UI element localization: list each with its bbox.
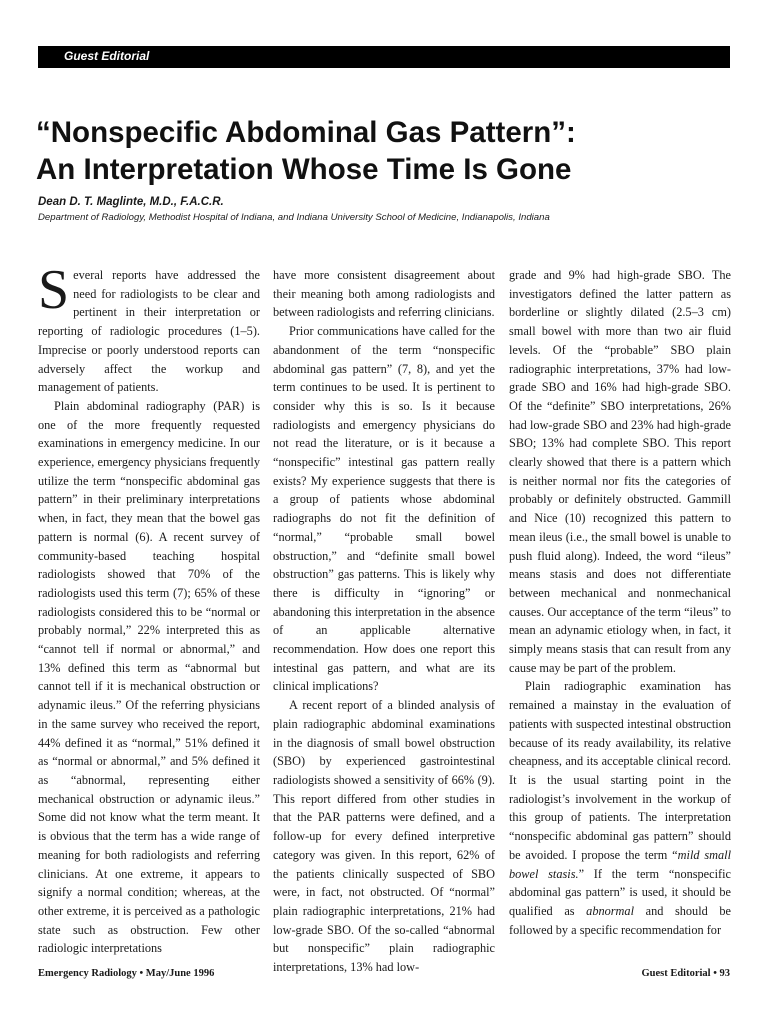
footer-page-number: Guest Editorial • 93 [641, 968, 730, 979]
section-label: Guest Editorial [64, 49, 150, 63]
article-author: Dean D. T. Maglinte, M.D., F.A.C.R. [38, 196, 224, 208]
paragraph: grade and 9% had high-grade SBO. The investigators defined the latter pattern as borderline or slightly dilated (2.5–3 cm) small bowel with more than two air fluid levels. Of the “probable” SBO plain radiographic interpretations, 37% had low-grade SBO and 16% had high-grade SBO. Of the “definite” SBO interpretations, 26% had low-grade SBO and 23% had high-grade SBO; 13% had complete SBO. This report clearly showed that there is a pattern which is neither normal nor fits the categories of probably or definitely obstructed. Gammill and Nice (10) recognized this pattern to mean ileus (i.e., the small bowel is unable to push fluid along). Indeed, the word “ileus” means stasis and does not differentiate between mechanical and nonmechanical causes. Our acceptance of the term “ileus” to mean an adynamic etiology when, in fact, it simply means stasis that can result from any cause may be part of the problem. [509, 268, 731, 675]
drop-cap: S [38, 259, 70, 321]
paragraph [509, 677, 731, 939]
text-column-2 [273, 266, 495, 977]
article-title-line2: An Interpretation Whose Time Is Gone [36, 153, 572, 186]
section-header-bar [38, 46, 730, 68]
text-column-3 [509, 266, 731, 939]
paragraph: A recent report of a blinded analysis of plain radiographic abdominal examinations in the diagnosis of small bowel obstruction (SBO) by experienced gastrointestinal radiologists showed a sensitivity of 66% (9). This report differed from other studies in that the PAR patterns were defined, and a follow-up for every defined interpretive category was given. In this report, 62% of the patients clinically suspected of SBO were, in fact, not obstructed. Of “normal” plain radiographic interpretations, 21% had low-grade SBO. Of the so-called “abnormal but nonspecific” plain radiographic interpretations, 13% had low- [273, 698, 495, 975]
footer-journal: Emergency Radiology • May/June 1996 [38, 968, 215, 979]
emphasis-text: abnormal [586, 903, 634, 918]
paragraph: Prior communications have called for the abandonment of the term “nonspecific abdominal gas pattern” (7, 8), and yet the term continues to be used. It is pertinent to consider why this is so. Is it because radiologists and emergency physicians do not read the literature, or is it because a “nonspecific” intestinal gas pattern really exists? My experience suggests that there is a group of patients whose abdominal radiographs do not fit the definition of “normal,” “probable small bowel obstruction,” and “definite small bowel obstruction” gas patterns. This is likely why there is difficulty in “ignoring” or abandoning this interpretation in the absence of an applicable alternative recommendation. How does one report this intestinal gas pattern, and what are its clinical implications? [273, 324, 495, 694]
text-column-1 [38, 259, 260, 958]
paragraph: have more consistent disagreement about their meaning both among radiologists and between radiologists and referring clinicians. [273, 268, 495, 320]
article-title-line1: “Nonspecific Abdominal Gas Pattern”: [36, 116, 576, 149]
paragraph-text: everal reports have addressed the need for radiologists to be clear and pertinent in their interpretation or reporting of radiologic procedures (1–5). Imprecise or poorly understood reports can adversely affect the workup and management of patients. [38, 268, 260, 395]
paragraph-text: Plain radiographic examination has remained a mainstay in the evaluation of patients with suspected intestinal obstruction because of its ready availability, its relative cheapness, and its acceptable clinical record. It is the usual starting point in the radiologist’s involvement in the workup of this group of patients. The interpretation “nonspecific abdominal gas pattern” should be avoided. I propose the term “ [509, 679, 731, 862]
article-title [36, 114, 736, 188]
author-affiliation: Department of Radiology, Methodist Hospital of Indiana, and Indiana University School of Medicine, Indianapolis, Indiana [38, 212, 550, 223]
paragraph: Plain abdominal radiography (PAR) is one of the more frequently requested examinations in emergency medicine. In our experience, emergency physicians frequently utilize the term “nonspecific abdominal gas pattern” in their preliminary interpretations when, in fact, they mean that the bowel gas pattern is normal (6). A recent survey of community-based teaching hospital radiologists showed that 70% of the radiologists used this term (7); 65% of these radiologists considered this to be “normal or probably normal,” 22% interpreted this as “cannot tell if normal or abnormal,” and 13% defined this term as “abnormal but cannot tell if it is mechanical obstruction or adynamic ileus.” Of the referring physicians in the same survey who received the report, 44% defined it as “normal,” 51% defined it as “normal or abnormal,” and 5% defined it as “abnormal, representing either mechanical obstruction or adynamic ileus.” Some did not know what the term meant. It is obvious that the term has a wide range of meaning for both radiologists and referring clinicians. At one extreme, it appears to signify a normal condition; whereas, at the other extreme, it is perceived as a pathologic state such as obstruction. Few other radiologic interpretations [38, 398, 260, 956]
paragraph-text: and should be followed by a specific recommendation for [509, 903, 731, 937]
emphasis-text: mild small bowel stasis. [509, 847, 731, 881]
paragraph-text: ” If the term “nonspecific abdominal gas pattern” is used, it should be qualified as [509, 866, 731, 918]
paragraph [38, 259, 260, 397]
